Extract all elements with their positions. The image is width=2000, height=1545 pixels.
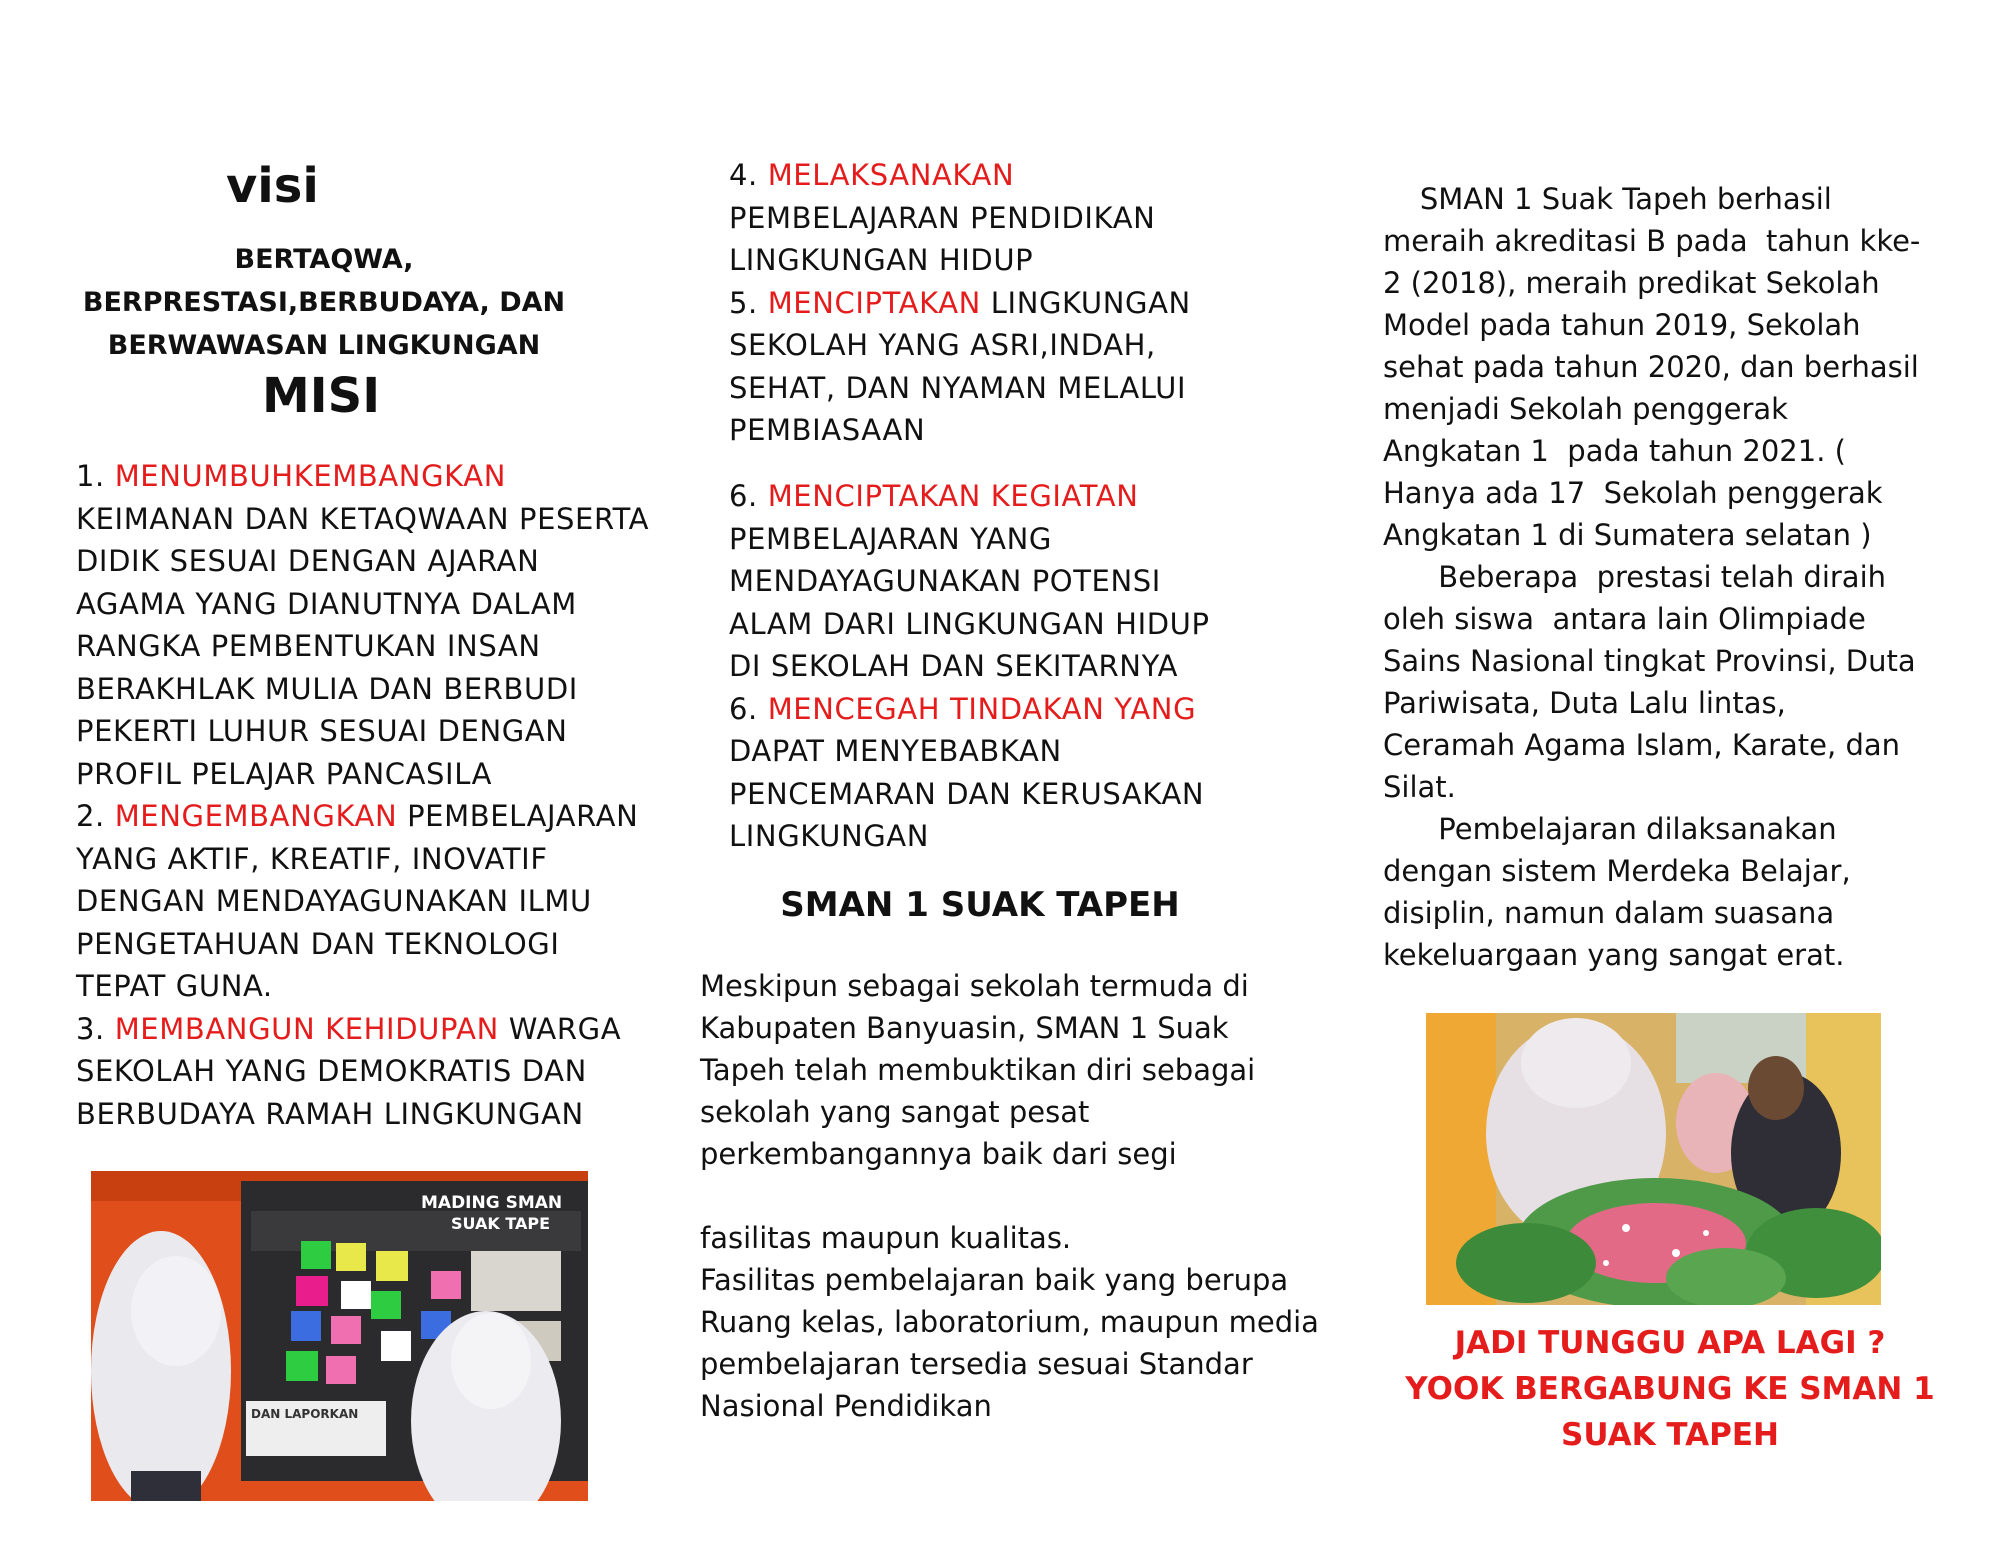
misi-line <box>729 603 1210 646</box>
misi-list-column-2a <box>729 154 1191 452</box>
misi-line <box>76 923 649 966</box>
misi-text: 5. <box>729 285 768 320</box>
misi-text: PEMBELAJARAN <box>397 799 639 833</box>
misi-line <box>729 518 1210 561</box>
paragraph-line: disiplin, namun dalam suasana <box>1383 896 1835 930</box>
misi-line <box>729 324 1191 367</box>
misi-text: LINGKUNGAN <box>980 285 1191 320</box>
misi-highlight: MELAKSANAKAN <box>767 158 1015 192</box>
misi-text: SEKOLAH YANG DEMOKRATIS DAN <box>76 1054 587 1088</box>
misi-text: DI SEKOLAH DAN SEKITARNYA <box>729 649 1179 683</box>
paragraph-line: Model pada tahun 2019, Sekolah <box>1383 308 1861 342</box>
misi-line <box>76 583 649 626</box>
misi-text: RANGKA PEMBENTUKAN INSAN <box>76 629 541 663</box>
misi-line <box>729 409 1191 452</box>
misi-line <box>76 880 649 923</box>
school-heading: SMAN 1 SUAK TAPEH <box>780 885 1180 925</box>
photo-illustration <box>1426 1013 1881 1305</box>
misi-text: AGAMA YANG DIANUTNYA DALAM <box>76 586 577 621</box>
call-to-action <box>1370 1320 1970 1458</box>
misi-line <box>76 1050 649 1093</box>
misi-list-column-1 <box>76 455 649 1135</box>
paragraph-line: sekolah yang sangat pesat <box>700 1095 1090 1129</box>
misi-line <box>729 688 1210 731</box>
misi-line <box>729 197 1191 240</box>
paragraph-line: SMAN 1 Suak Tapeh berhasil <box>1383 182 1832 216</box>
paragraph-line: Beberapa prestasi telah diraih <box>1383 560 1887 594</box>
paragraph-line: Angkatan 1 pada tahun 2021. ( <box>1383 434 1846 468</box>
misi-text: BERAKHLAK MULIA DAN BERBUDI <box>76 671 578 706</box>
misi-list-column-2b <box>729 475 1210 858</box>
misi-text: KEIMANAN DAN KETAQWAAN PESERTA <box>76 501 650 536</box>
misi-line <box>729 773 1210 816</box>
paragraph-line: Sains Nasional tingkat Provinsi, Duta <box>1383 644 1916 678</box>
misi-text: ALAM DARI LINGKUNGAN HIDUP <box>729 606 1210 641</box>
misi-highlight: MENUMBUHKEMBANGKAN <box>114 459 506 493</box>
misi-line <box>76 795 649 838</box>
misi-line <box>76 1093 649 1136</box>
paragraph-line: fasilitas maupun kualitas. <box>700 1221 1072 1255</box>
misi-text: PENGETAHUAN DAN TEKNOLOGI <box>76 926 560 961</box>
misi-line <box>729 367 1191 410</box>
misi-line <box>729 239 1191 282</box>
misi-line <box>729 560 1210 603</box>
mading-sign-line: MADING SMAN <box>421 1193 563 1213</box>
paragraph-line: Angkatan 1 di Sumatera selatan ) <box>1383 518 1872 552</box>
paragraph-line: Meskipun sebagai sekolah termuda di <box>700 969 1249 1003</box>
misi-text: 1. <box>76 459 115 493</box>
misi-text: 4. <box>729 158 768 192</box>
misi-text: WARGA <box>498 1011 622 1046</box>
misi-highlight: MENCIPTAKAN <box>767 285 981 320</box>
misi-text: YANG AKTIF, KREATIF, INOVATIF <box>76 841 548 876</box>
paragraph-line: menjadi Sekolah penggerak <box>1383 392 1788 426</box>
paragraph-line <box>700 1175 1319 1217</box>
paragraph-line: dengan sistem Merdeka Belajar, <box>1383 854 1851 888</box>
misi-line <box>729 282 1191 325</box>
photo-students-planting <box>1426 1013 1881 1305</box>
visi-line: BERPRESTASI,BERBUDAYA, DAN <box>82 287 566 318</box>
photo-illustration <box>91 1171 588 1501</box>
paragraph-line: oleh siswa antara lain Olimpiade <box>1383 602 1866 636</box>
misi-line <box>729 154 1191 197</box>
misi-line <box>76 625 649 668</box>
misi-text: 6. <box>729 479 768 513</box>
misi-text: PEMBELAJARAN PENDIDIKAN <box>729 200 1156 235</box>
misi-line <box>729 475 1210 518</box>
misi-highlight: MENGEMBANGKAN <box>114 799 398 833</box>
paragraph-line: Pembelajaran dilaksanakan <box>1383 812 1837 846</box>
visi-statement <box>44 238 604 367</box>
paragraph-line: Pariwisata, Duta Lalu lintas, <box>1383 686 1786 720</box>
misi-highlight: MENCIPTAKAN KEGIATAN <box>767 479 1139 513</box>
paragraph-line: kekeluargaan yang sangat erat. <box>1383 938 1845 972</box>
paragraph-line: pembelajaran tersedia sesuai Standar <box>700 1347 1253 1381</box>
misi-text: PROFIL PELAJAR PANCASILA <box>76 756 493 791</box>
misi-text: 2. <box>76 799 115 833</box>
visi-line: BERTAQWA, <box>234 244 414 275</box>
misi-line <box>76 965 649 1008</box>
cta-line: JADI TUNGGU APA LAGI ? <box>1454 1325 1886 1361</box>
visi-line: BERWAWASAN LINGKUNGAN <box>107 330 541 361</box>
cta-line: SUAK TAPEH <box>1561 1417 1779 1453</box>
misi-text: DIDIK SESUAI DENGAN AJARAN <box>76 544 540 578</box>
misi-line <box>729 815 1210 858</box>
visi-title: visi <box>226 158 319 214</box>
paragraph-line: Fasilitas pembelajaran baik yang berupa <box>700 1263 1289 1297</box>
misi-text: 6. <box>729 691 768 726</box>
misi-text: TEPAT GUNA. <box>76 969 273 1003</box>
misi-line <box>76 1008 649 1051</box>
paragraph-line: Nasional Pendidikan <box>700 1389 992 1423</box>
misi-line <box>729 730 1210 773</box>
cta-line: YOOK BERGABUNG KE SMAN 1 <box>1405 1371 1935 1407</box>
misi-line <box>76 498 649 541</box>
misi-highlight: MENCEGAH TINDAKAN YANG <box>767 691 1197 726</box>
misi-line <box>76 668 649 711</box>
misi-text: SEKOLAH YANG ASRI,INDAH, <box>729 328 1156 362</box>
mading-footer: DAN LAPORKAN <box>251 1407 359 1421</box>
paragraph-line: perkembangannya baik dari segi <box>700 1137 1177 1171</box>
paragraph-line: Tapeh telah membuktikan diri sebagai <box>700 1053 1256 1087</box>
misi-line <box>76 455 649 498</box>
paragraph-line: Kabupaten Banyuasin, SMAN 1 Suak <box>700 1011 1229 1045</box>
paragraph-line: Ruang kelas, laboratorium, maupun media <box>700 1305 1319 1339</box>
school-achievements <box>1383 178 1920 976</box>
misi-text: LINGKUNGAN HIDUP <box>729 243 1034 277</box>
misi-text: PEMBIASAAN <box>729 413 926 447</box>
misi-line <box>729 645 1210 688</box>
paragraph-line: meraih akreditasi B pada tahun kke- <box>1383 224 1921 258</box>
misi-line <box>76 753 649 796</box>
paragraph-line: Silat. <box>1383 770 1456 804</box>
misi-text: LINGKUNGAN <box>729 819 930 853</box>
paragraph-line: 2 (2018), meraih predikat Sekolah <box>1383 266 1880 300</box>
paragraph-line: sehat pada tahun 2020, dan berhasil <box>1383 350 1919 384</box>
photo-students-wall-magazine <box>91 1171 588 1501</box>
misi-line <box>76 710 649 753</box>
misi-text: PEMBELAJARAN YANG <box>729 521 1052 556</box>
misi-text: PENCEMARAN DAN KERUSAKAN <box>729 776 1205 811</box>
misi-text: SEHAT, DAN NYAMAN MELALUI <box>729 370 1187 405</box>
misi-text: MENDAYAGUNAKAN POTENSI <box>729 564 1161 598</box>
misi-line <box>76 540 649 583</box>
misi-text: BERBUDAYA RAMAH LINGKUNGAN <box>76 1096 584 1131</box>
misi-text: PEKERTI LUHUR SESUAI DENGAN <box>76 714 568 748</box>
misi-text: DENGAN MENDAYAGUNAKAN ILMU <box>76 884 592 918</box>
school-intro <box>700 965 1319 1427</box>
misi-text: DAPAT MENYEBABKAN <box>729 734 1062 768</box>
misi-title: MISI <box>262 368 381 424</box>
paragraph-line: Ceramah Agama Islam, Karate, dan <box>1383 728 1901 762</box>
paragraph-line: Hanya ada 17 Sekolah penggerak <box>1383 476 1883 510</box>
misi-text: 3. <box>76 1011 115 1046</box>
mading-sign-line: SUAK TAPE <box>451 1214 551 1233</box>
misi-highlight: MEMBANGUN KEHIDUPAN <box>114 1011 499 1046</box>
misi-line <box>76 838 649 881</box>
